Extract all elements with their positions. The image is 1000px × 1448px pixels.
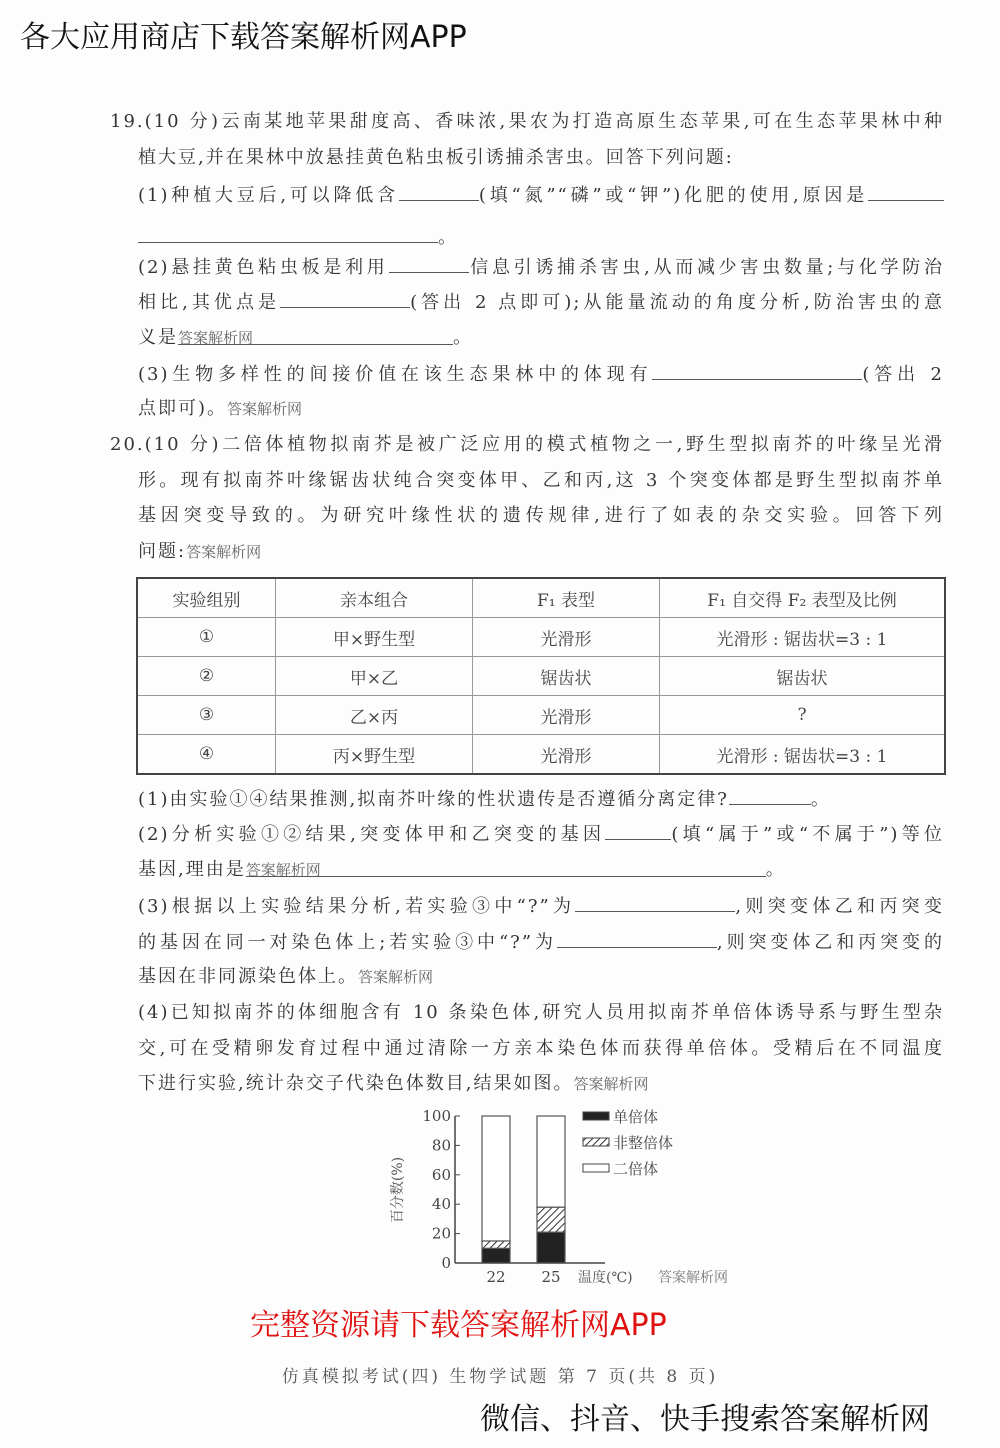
bar-segment — [537, 1116, 565, 1207]
table-cell: 光滑形 — [473, 696, 660, 735]
table-cell: 光滑形 — [473, 735, 660, 775]
q19-part1-cont — [138, 224, 944, 250]
text: (2)悬挂黄色粘虫板是利用 — [138, 257, 389, 278]
text: 义是 — [138, 327, 178, 348]
y-tick-label: 60 — [431, 1165, 451, 1184]
watermark-text: 答案解析网 — [358, 968, 434, 986]
q19-part1 — [138, 182, 944, 208]
bar-segment — [482, 1241, 510, 1248]
table-row — [137, 618, 945, 657]
watermark-text: 答案解析网 — [186, 543, 262, 561]
table-cell: ? — [660, 696, 946, 735]
watermark: 各大应用商店下载答案解析网APP — [20, 20, 467, 55]
text: (答出 2 点即可);从能量流动的角度分析,防治害虫的意 — [410, 292, 944, 313]
text: (1)由实验①④结果推测,拟南芥叶缘的性状遗传是否遵循分离定律? — [138, 789, 729, 810]
text: 。 — [810, 789, 831, 810]
text: (2)分析实验①②结果,突变体甲和乙突变的基因 — [138, 824, 606, 845]
x-axis-label: 温度(℃) — [578, 1270, 633, 1286]
q20-line — [138, 540, 944, 564]
y-axis-label: 百分数(%) — [390, 1156, 406, 1224]
y-tick-label: 100 — [422, 1107, 451, 1125]
table-cell: 乙×丙 — [276, 696, 473, 735]
watermark-text: 答案解析网 — [658, 1270, 728, 1286]
text: 信息引诱捕杀害虫,从而减少害虫数量;与化学防治 — [468, 257, 944, 278]
legend-label: 二倍体 — [613, 1160, 659, 1178]
text: 下进行实验,统计杂交子代染色体数目,结果如图。 — [138, 1073, 574, 1094]
q20-line: 20.(10 分)二倍体植物拟南芥是被广泛应用的模式植物之一,野生型拟南芥的叶缘呈光滑 — [110, 434, 944, 455]
q19-line: 植大豆,并在果林中放悬挂黄色粘虫板引诱捕杀害虫。回答下列问题: — [138, 147, 734, 168]
text: 问题: — [138, 541, 187, 562]
legend-swatch — [583, 1112, 609, 1120]
table-row — [137, 735, 945, 775]
table-cell: 锯齿状 — [473, 657, 660, 696]
q19-part2-cont — [138, 289, 944, 315]
legend-label: 非整倍体 — [613, 1134, 674, 1152]
table-cell: ③ — [137, 696, 276, 735]
table-cell: 甲×野生型 — [276, 618, 473, 657]
text: (填“属于”或“不属于”)等位 — [671, 824, 945, 845]
bar-segment — [482, 1248, 510, 1263]
watermark-text: 答案解析网 — [227, 400, 303, 418]
table-cell: 丙×野生型 — [276, 735, 473, 775]
answer-blank[interactable] — [575, 893, 735, 912]
watermark-text: 答案解析网 — [573, 1075, 649, 1093]
legend-swatch — [583, 1164, 609, 1172]
watermark: 微信、抖音、快手搜索答案解析网 — [480, 1402, 930, 1437]
table-header-row — [137, 578, 945, 618]
text: 。 — [438, 227, 458, 248]
text: (3)根据以上实验结果分析,若实验③中“?”为 — [138, 896, 576, 917]
y-tick-label: 40 — [431, 1195, 451, 1214]
bar-segment — [537, 1232, 565, 1263]
answer-blank[interactable] — [280, 289, 410, 308]
text: (答出 2 — [862, 364, 945, 385]
answer-blank[interactable] — [246, 858, 766, 877]
table-cell: 锯齿状 — [660, 657, 946, 696]
q19-line: 19.(10 分)云南某地苹果甜度高、香味浓,果农为打造高原生态苹果,可在生态苹果林中种 — [110, 111, 944, 132]
answer-blank[interactable] — [178, 326, 453, 345]
text: ,则突变体乙和丙突变的 — [716, 932, 944, 953]
table-cell: 光滑形 : 锯齿状=3 : 1 — [660, 618, 946, 657]
table-cell: ④ — [137, 735, 276, 775]
text: (填“氮”“磷”或“钾”)化肥的使用,原因是 — [478, 185, 869, 206]
text: 。 — [453, 327, 473, 348]
q20-part2-cont — [138, 858, 944, 882]
answer-blank[interactable] — [652, 361, 862, 380]
answer-blank[interactable] — [138, 224, 438, 243]
table-cell: ① — [137, 618, 276, 657]
x-tick-label: 25 — [541, 1268, 561, 1286]
q19-part2-cont — [138, 326, 944, 350]
answer-blank[interactable] — [399, 182, 479, 201]
watermark-text: 答案解析网 — [178, 329, 254, 347]
q19-part2 — [138, 254, 944, 280]
table-cell: ② — [137, 657, 276, 696]
text: 点即可)。 — [138, 398, 228, 419]
table-header: F₁ 自交得 F₂ 表型及比例 — [660, 578, 946, 618]
q20-part2 — [138, 821, 944, 847]
table-header: F₁ 表型 — [473, 578, 660, 618]
watermark-text: 答案解析网 — [245, 861, 321, 879]
table-row — [137, 657, 945, 696]
q20-part4: 交,可在受精卵发育过程中通过清除一方亲本染色体而获得单倍体。受精后在不同温度 — [138, 1038, 944, 1059]
table-cell: 光滑形 : 锯齿状=3 : 1 — [660, 735, 946, 775]
chromosome-bar-chart — [390, 1100, 770, 1300]
table-cell: 甲×乙 — [276, 657, 473, 696]
q20-line: 基因突变导致的。为研究叶缘性状的遗传规律,进行了如表的杂交实验。回答下列 — [138, 505, 944, 526]
text: 基因在非同源染色体上。 — [138, 966, 358, 987]
x-tick-label: 22 — [486, 1268, 506, 1286]
legend-label: 单倍体 — [613, 1108, 659, 1126]
q19-part3 — [138, 361, 944, 387]
page-footer: 仿真模拟考试(四) 生物学试题 第 7 页(共 8 页) — [281, 1367, 719, 1387]
text: 相比,其优点是 — [138, 292, 281, 313]
table-cell: 光滑形 — [473, 618, 660, 657]
legend-swatch — [583, 1138, 609, 1146]
text: 的基因在同一对染色体上;若实验③中“?”为 — [138, 932, 557, 953]
answer-blank[interactable] — [605, 821, 671, 840]
q20-part3-cont — [138, 929, 944, 955]
q19-part3-cont — [138, 397, 944, 421]
bar-segment — [537, 1207, 565, 1232]
table-row — [137, 696, 945, 735]
text: ,则突变体乙和丙突变 — [735, 896, 944, 917]
answer-blank[interactable] — [557, 929, 717, 948]
answer-blank[interactable] — [389, 254, 469, 273]
q20-part4: (4)已知拟南芥的体细胞含有 10 条染色体,研究人员用拟南芥单倍体诱导系与野生型杂 — [138, 1002, 944, 1023]
q20-part1 — [138, 786, 944, 812]
y-tick-label: 20 — [431, 1224, 451, 1243]
q20-part4 — [138, 1072, 944, 1096]
text: 。 — [765, 859, 786, 880]
q20-part3-cont — [138, 965, 944, 989]
bar-segment — [482, 1116, 510, 1241]
answer-blank[interactable] — [868, 182, 944, 201]
q20-line: 形。现有拟南芥叶缘锯齿状纯合突变体甲、乙和丙,这 3 个突变体都是野生型拟南芥单 — [138, 470, 944, 491]
q20-part3 — [138, 893, 944, 919]
y-tick-label: 80 — [431, 1136, 451, 1155]
text: 基因,理由是 — [138, 859, 246, 880]
text: (1)种植大豆后,可以降低含 — [138, 185, 399, 206]
text: (3)生物多样性的间接价值在该生态果林中的体现有 — [138, 364, 653, 385]
watermark: 完整资源请下载答案解析网APP — [250, 1308, 667, 1343]
table-header: 实验组别 — [137, 578, 276, 618]
cross-experiment-table — [136, 577, 946, 775]
table-header: 亲本组合 — [276, 578, 473, 618]
y-tick-label: 0 — [441, 1254, 451, 1272]
answer-blank[interactable] — [729, 786, 811, 805]
